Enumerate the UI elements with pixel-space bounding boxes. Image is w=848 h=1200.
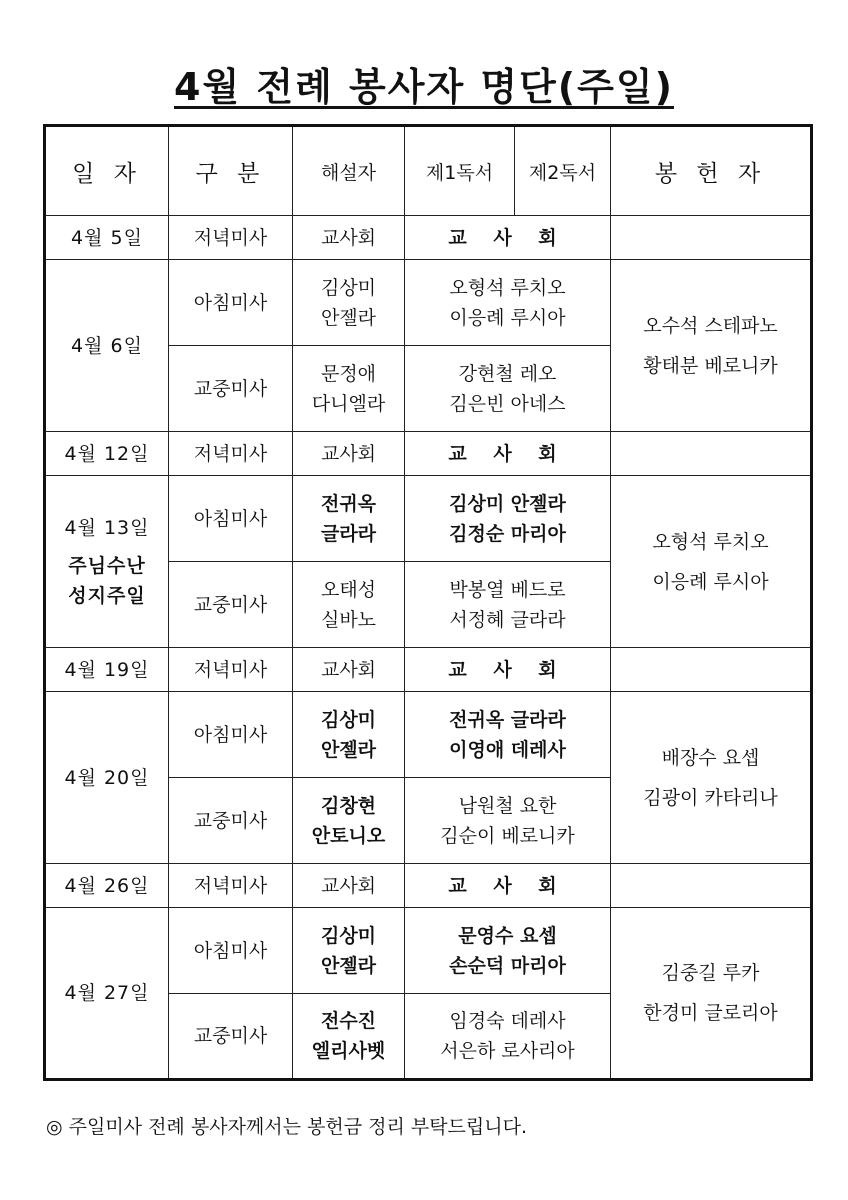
reader-line: 김순이 베로니카 [440, 824, 575, 847]
date-text: 4월 20일 [64, 766, 150, 789]
footer-note: ◎ 주일미사 전례 봉사자께서는 봉헌금 정리 부탁드립니다. [46, 1116, 527, 1138]
commentator-line: 안젤라 [320, 306, 377, 329]
reader-line: 문영수 요셉 [458, 924, 557, 947]
date-cell: 4월 26일 [45, 864, 169, 908]
readers-cell [405, 692, 611, 778]
table-row-evening [45, 216, 812, 260]
mass-type-cell: 아침미사 [169, 908, 293, 994]
commentator-line: 안젤라 [320, 738, 377, 761]
header-reader1: 제1독서 [405, 126, 515, 216]
table-row-morning [45, 692, 812, 778]
mass-type-cell: 저녁미사 [169, 432, 293, 476]
readers-cell [405, 562, 611, 648]
offering-cell [611, 260, 812, 432]
commentator-line: 김창현 [320, 794, 377, 817]
reader-line: 서은하 로사리아 [440, 1040, 575, 1062]
mass-type-cell: 교중미사 [169, 346, 293, 432]
offering-cell-empty [611, 648, 812, 692]
readers-cell [405, 216, 611, 260]
offering-cell-empty [611, 432, 812, 476]
commentator-cell [293, 994, 405, 1080]
date-cell [45, 692, 169, 864]
date-text: 4월 13일 [64, 516, 150, 539]
offering-line: 오형석 루치오 [652, 530, 769, 553]
readers-cell [405, 648, 611, 692]
date-cell: 4월 12일 [45, 432, 169, 476]
reader-line: 임경숙 데레사 [449, 1010, 566, 1032]
mass-type-cell: 교중미사 [169, 778, 293, 864]
reader-line: 이응례 루시아 [449, 306, 566, 329]
offering-cell [611, 692, 812, 864]
date-cell [45, 260, 169, 432]
offering-cell-empty [611, 864, 812, 908]
commentator-line: 글라라 [320, 522, 377, 545]
table-row-morning [45, 908, 812, 994]
offering-line: 황태분 베로니카 [643, 354, 778, 377]
commentator-line: 전귀옥 [320, 492, 377, 515]
commentator-line: 김상미 [320, 276, 377, 299]
reader-line: 서정혜 글라라 [449, 608, 566, 631]
commentator-line: 다니엘라 [311, 392, 386, 415]
header-type: 구 분 [169, 126, 293, 216]
date-cell [45, 908, 169, 1080]
readers-cell [405, 260, 611, 346]
table-row-evening [45, 864, 812, 908]
table-row-evening [45, 648, 812, 692]
readers-text: 교 사 회 [448, 442, 567, 465]
roster-body [45, 216, 812, 1080]
readers-cell [405, 994, 611, 1080]
commentator-line: 김상미 [320, 708, 377, 731]
reader-line: 강현철 레오 [458, 362, 557, 385]
reader-line: 이영애 데레사 [449, 738, 566, 761]
commentator-cell: 교사회 [293, 648, 405, 692]
readers-text: 교 사 회 [448, 658, 567, 681]
offering-line: 배장수 요셉 [661, 746, 760, 769]
reader-line: 김은빈 아네스 [449, 392, 566, 415]
commentator-cell [293, 778, 405, 864]
offering-cell [611, 908, 812, 1080]
reader-line: 남원철 요한 [458, 794, 557, 817]
commentator-cell: 교사회 [293, 864, 405, 908]
offering-line: 오수석 스테파노 [643, 314, 778, 337]
commentator-line: 오태성 [320, 578, 377, 601]
commentator-line: 실바노 [320, 608, 377, 631]
mass-type-cell: 저녁미사 [169, 216, 293, 260]
date-cell: 4월 5일 [45, 216, 169, 260]
commentator-cell: 교사회 [293, 432, 405, 476]
reader-line: 손순덕 마리아 [449, 954, 566, 977]
offering-line: 한경미 글로리아 [643, 1002, 778, 1024]
mass-type-cell: 교중미사 [169, 562, 293, 648]
commentator-line: 전수진 [320, 1010, 377, 1032]
reader-line: 김정순 마리아 [449, 522, 566, 545]
reader-line: 김상미 안젤라 [449, 492, 566, 515]
date-text: 4월 6일 [71, 334, 143, 357]
readers-cell [405, 432, 611, 476]
header-commentator: 해설자 [293, 126, 405, 216]
commentator-line: 엘리사벳 [311, 1040, 386, 1062]
readers-cell [405, 908, 611, 994]
date-spacer [46, 543, 168, 551]
reader-line: 오형석 루치오 [449, 276, 566, 299]
commentator-cell [293, 908, 405, 994]
commentator-cell [293, 260, 405, 346]
readers-text: 교 사 회 [448, 874, 567, 897]
offering-line: 김중길 루카 [661, 962, 760, 984]
commentator-line: 안젤라 [320, 954, 377, 977]
header-offering: 봉 헌 자 [611, 126, 812, 216]
date-text: 4월 27일 [64, 982, 150, 1004]
readers-text: 교 사 회 [448, 226, 567, 249]
date-cell: 4월 19일 [45, 648, 169, 692]
header-row [45, 126, 812, 216]
commentator-line: 김상미 [320, 924, 377, 947]
commentator-cell [293, 562, 405, 648]
commentator-cell [293, 476, 405, 562]
readers-cell [405, 778, 611, 864]
commentator-line: 안토니오 [311, 824, 386, 847]
readers-cell [405, 476, 611, 562]
mass-type-cell: 저녁미사 [169, 648, 293, 692]
readers-cell [405, 346, 611, 432]
mass-type-cell: 저녁미사 [169, 864, 293, 908]
commentator-cell: 교사회 [293, 216, 405, 260]
header-reader2: 제2독서 [515, 126, 611, 216]
reader-line: 전귀옥 글라라 [449, 708, 566, 731]
readers-cell [405, 864, 611, 908]
offering-line: 김광이 카타리나 [643, 786, 778, 809]
table-row-evening [45, 432, 812, 476]
commentator-cell [293, 692, 405, 778]
commentator-line: 문정애 [320, 362, 377, 385]
date-note-line: 성지주일 [68, 584, 146, 607]
header-date: 일 자 [45, 126, 169, 216]
table-row-morning [45, 260, 812, 346]
date-note-line: 주님수난 [68, 554, 146, 577]
table-row-morning [45, 476, 812, 562]
roster-table [43, 124, 813, 1081]
offering-cell-empty [611, 216, 812, 260]
reader-line: 박봉열 베드로 [449, 578, 566, 601]
mass-type-cell: 교중미사 [169, 994, 293, 1080]
mass-type-cell: 아침미사 [169, 692, 293, 778]
date-cell [45, 476, 169, 648]
mass-type-cell: 아침미사 [169, 476, 293, 562]
mass-type-cell: 아침미사 [169, 260, 293, 346]
offering-line: 이응례 루시아 [652, 570, 769, 593]
offering-cell [611, 476, 812, 648]
page-title: 4월 전례 봉사자 명단(주일) [174, 65, 674, 109]
commentator-cell [293, 346, 405, 432]
